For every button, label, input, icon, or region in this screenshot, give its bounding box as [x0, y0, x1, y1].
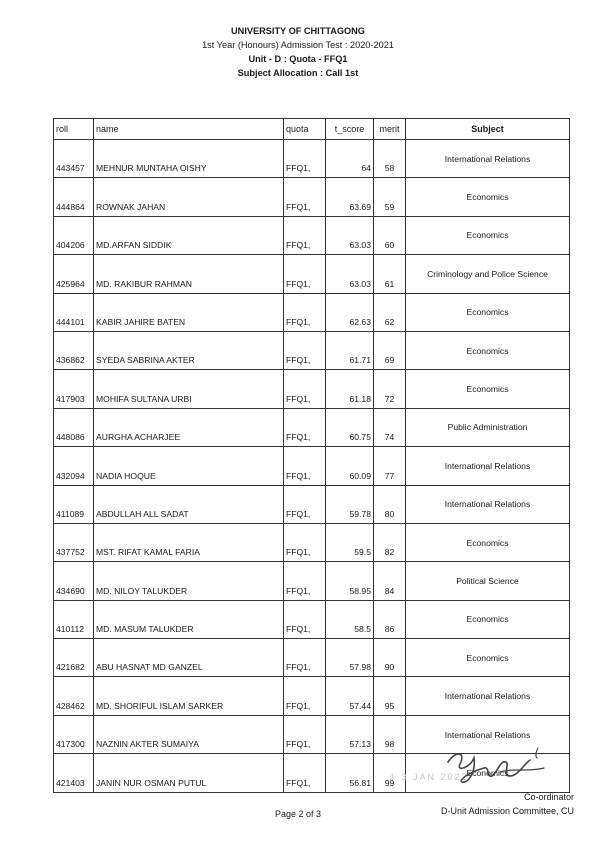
cell-subject: International Relations: [406, 677, 570, 715]
cell-subject: Economics: [406, 293, 570, 331]
signature-image: [440, 742, 560, 790]
cell-t-score: 57.13: [326, 715, 374, 753]
cell-subject: Criminology and Police Science: [406, 255, 570, 293]
cell-quota: FFQ1,: [284, 408, 326, 446]
cell-t-score: 62.63: [326, 293, 374, 331]
cell-subject: International Relations: [406, 485, 570, 523]
cell-merit: 69: [374, 331, 406, 369]
cell-t-score: 59.78: [326, 485, 374, 523]
cell-t-score: 64: [326, 140, 374, 178]
cell-t-score: 63.03: [326, 255, 374, 293]
cell-quota: FFQ1,: [284, 255, 326, 293]
cell-roll: 428462: [54, 677, 94, 715]
cell-t-score: 58.5: [326, 600, 374, 638]
cell-name: SYEDA SABRINA AKTER: [94, 331, 284, 369]
allocation-table: [53, 118, 570, 793]
cell-name: MOHIFA SULTANA URBI: [94, 370, 284, 408]
cell-name: ABU HASNAT MD GANZEL: [94, 639, 284, 677]
cell-subject: International Relations: [406, 715, 570, 753]
cell-quota: FFQ1,: [284, 216, 326, 254]
table-row: [54, 293, 570, 331]
cell-quota: FFQ1,: [284, 370, 326, 408]
cell-subject: Economics: [406, 600, 570, 638]
cell-merit: 80: [374, 485, 406, 523]
cell-name: ROWNAK JAHAN: [94, 178, 284, 216]
cell-roll: 417903: [54, 370, 94, 408]
cell-name: NADIA HOQUE: [94, 447, 284, 485]
document-header: [0, 24, 596, 80]
cell-merit: 90: [374, 639, 406, 677]
cell-roll: 404206: [54, 216, 94, 254]
page-number: Page 2 of 3: [274, 809, 322, 819]
cell-quota: FFQ1,: [284, 140, 326, 178]
table-row: [54, 447, 570, 485]
cell-roll: 436862: [54, 331, 94, 369]
date-stamp: 1 3 JAN 2022: [390, 772, 469, 782]
cell-subject: Economics: [406, 523, 570, 561]
cell-quota: FFQ1,: [284, 523, 326, 561]
cell-t-score: 63.69: [326, 178, 374, 216]
cell-quota: FFQ1,: [284, 715, 326, 753]
cell-subject: Economics: [406, 331, 570, 369]
cell-t-score: 60.09: [326, 447, 374, 485]
table-row: [54, 370, 570, 408]
cell-quota: FFQ1,: [284, 485, 326, 523]
cell-name: KABIR JAHIRE BATEN: [94, 293, 284, 331]
header-name: name: [94, 119, 284, 140]
cell-roll: 444101: [54, 293, 94, 331]
cell-roll: 410112: [54, 600, 94, 638]
cell-subject: Economics: [406, 754, 570, 792]
table-header-row: [54, 119, 570, 140]
cell-name: AURGHA ACHARJEE: [94, 408, 284, 446]
table-row: [54, 523, 570, 561]
table-row: [54, 639, 570, 677]
cell-roll: 448086: [54, 408, 94, 446]
cell-merit: 60: [374, 216, 406, 254]
cell-t-score: 57.98: [326, 639, 374, 677]
table-row: [54, 140, 570, 178]
test-title: 1st Year (Honours) Admission Test : 2020-2021: [202, 40, 394, 50]
header-t-score: t_score: [326, 119, 374, 140]
cell-name: MD. RAKIBUR RAHMAN: [94, 255, 284, 293]
cell-merit: 95: [374, 677, 406, 715]
cell-t-score: 60.75: [326, 408, 374, 446]
cell-t-score: 61.18: [326, 370, 374, 408]
cell-merit: 61: [374, 255, 406, 293]
cell-roll: 444864: [54, 178, 94, 216]
cell-name: JANIN NUR OSMAN PUTUL: [94, 754, 284, 792]
cell-roll: 421403: [54, 754, 94, 792]
cell-roll: 434690: [54, 562, 94, 600]
cell-roll: 421682: [54, 639, 94, 677]
header-merit: merit: [374, 119, 406, 140]
cell-merit: 62: [374, 293, 406, 331]
unit-quota-title: Unit - D : Quota - FFQ1: [248, 54, 348, 64]
coordinator-title: Co-ordinator: [523, 792, 574, 802]
cell-t-score: 63.03: [326, 216, 374, 254]
cell-roll: 432094: [54, 447, 94, 485]
cell-quota: FFQ1,: [284, 178, 326, 216]
cell-subject: Public Administration: [406, 408, 570, 446]
cell-name: MD. MASUM TALUKDER: [94, 600, 284, 638]
cell-merit: 58: [374, 140, 406, 178]
cell-roll: 411089: [54, 485, 94, 523]
table-body: [54, 140, 570, 793]
allocation-title: Subject Allocation : Call 1st: [237, 68, 359, 78]
cell-subject: Economics: [406, 216, 570, 254]
cell-merit: 74: [374, 408, 406, 446]
cell-t-score: 56.81: [326, 754, 374, 792]
cell-subject: International Relations: [406, 447, 570, 485]
cell-name: MD. SHORIFUL ISLAM SARKER: [94, 677, 284, 715]
cell-subject: Economics: [406, 370, 570, 408]
header-quota: quota: [284, 119, 326, 140]
table-row: [54, 485, 570, 523]
cell-name: MST. RIFAT KAMAL FARIA: [94, 523, 284, 561]
cell-name: ABDULLAH ALL SADAT: [94, 485, 284, 523]
table-row: [54, 216, 570, 254]
cell-roll: 437752: [54, 523, 94, 561]
cell-quota: FFQ1,: [284, 331, 326, 369]
cell-subject: Economics: [406, 178, 570, 216]
cell-quota: FFQ1,: [284, 562, 326, 600]
cell-t-score: 61.71: [326, 331, 374, 369]
table-row: [54, 600, 570, 638]
table-row: [54, 677, 570, 715]
cell-quota: FFQ1,: [284, 293, 326, 331]
cell-roll: 443457: [54, 140, 94, 178]
cell-merit: 82: [374, 523, 406, 561]
cell-roll: 417300: [54, 715, 94, 753]
table-row: [54, 331, 570, 369]
table-row: [54, 562, 570, 600]
cell-merit: 72: [374, 370, 406, 408]
cell-merit: 84: [374, 562, 406, 600]
cell-subject: Political Science: [406, 562, 570, 600]
cell-roll: 425964: [54, 255, 94, 293]
cell-merit: 59: [374, 178, 406, 216]
cell-quota: FFQ1,: [284, 600, 326, 638]
cell-subject: Economics: [406, 639, 570, 677]
cell-name: MD. NILOY TALUKDER: [94, 562, 284, 600]
header-roll: roll: [54, 119, 94, 140]
table-row: [54, 178, 570, 216]
cell-merit: 99: [374, 754, 406, 792]
cell-quota: FFQ1,: [284, 754, 326, 792]
cell-t-score: 59.5: [326, 523, 374, 561]
cell-quota: FFQ1,: [284, 639, 326, 677]
header-subject: Subject: [406, 119, 570, 140]
cell-t-score: 57.44: [326, 677, 374, 715]
cell-name: MD.ARFAN SIDDIK: [94, 216, 284, 254]
cell-name: NAZNIN AKTER SUMAIYA: [94, 715, 284, 753]
cell-t-score: 58.95: [326, 562, 374, 600]
cell-subject: International Relations: [406, 140, 570, 178]
cell-quota: FFQ1,: [284, 677, 326, 715]
cell-merit: 98: [374, 715, 406, 753]
cell-name: MEHNUR MUNTAHA OISHY: [94, 140, 284, 178]
table-row: [54, 255, 570, 293]
committee-name: D-Unit Admission Committee, CU: [440, 806, 574, 816]
university-title: UNIVERSITY OF CHITTAGONG: [231, 26, 365, 36]
cell-merit: 86: [374, 600, 406, 638]
table-row: [54, 408, 570, 446]
cell-merit: 77: [374, 447, 406, 485]
cell-quota: FFQ1,: [284, 447, 326, 485]
